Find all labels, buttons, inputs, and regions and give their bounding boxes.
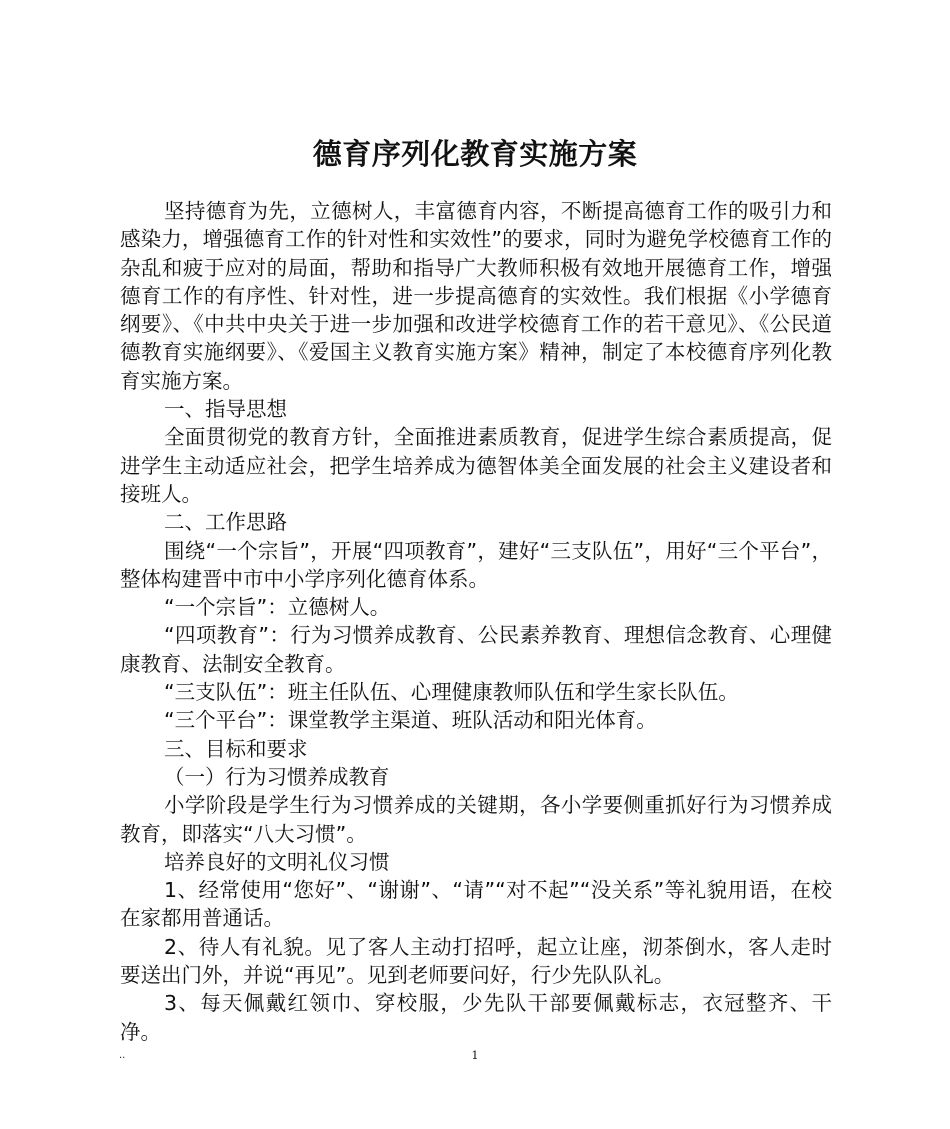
paragraph-work-approach: 围绕“一个宗旨”，开展“四项教育”，建好“三支队伍”，用好“三个平台”，整体构建晋中市中小学序列化德育体系。 bbox=[120, 538, 832, 591]
list-item-1: 1、经常使用“您好”、“谢谢”、“请”“对不起”“没关系”等礼貌用语，在校在家都用普通话。 bbox=[120, 878, 832, 931]
heading-guiding-ideology: 一、指导思想 bbox=[164, 397, 287, 422]
item-three-platforms: “三个平台”：课堂教学主渠道、班队活动和阳光体育。 bbox=[164, 708, 657, 733]
item-three-teams: “三支队伍”：班主任队伍、心理健康教师队伍和学生家长队伍。 bbox=[164, 680, 739, 705]
item-one-purpose: “一个宗旨”：立德树人。 bbox=[164, 595, 391, 620]
document-title: 德育序列化教育实施方案 bbox=[312, 137, 638, 171]
document-body bbox=[120, 197, 832, 1046]
item-four-educations: “四项教育”：行为习惯养成教育、公民素养教育、理想信念教育、心理健康教育、法制安全教育。 bbox=[120, 623, 832, 676]
footer-mark: .. bbox=[119, 1050, 126, 1061]
list-item-2: 2、待人有礼貌。见了客人主动打招呼，起立让座，沏茶倒水，客人走时要送出门外，并说“再见”。见到老师要问好，行少先队队礼。 bbox=[120, 934, 832, 988]
heading-work-approach: 二、工作思路 bbox=[164, 510, 287, 535]
paragraph-intro: 坚持德育为先，立德树人，丰富德育内容，不断提高德育工作的吸引力和感染力，增强德育工作的针对性和实效性”的要求，同时为避免学校德育工作的杂乱和疲于应对的局面，帮助和指导广大教师积极有效地开展德育工作，增强德育工作的有序性、针对性，进一步提高德育的实效性。我们根据《小学德育纲要》、《中共中央关于进一步加强和改进学校德育工作的若干意见》、《公民道德教育实施纲要》、《爱国主义教育实施方案》精神，制定了本校德育序列化教育实施方案。 bbox=[120, 199, 832, 393]
subheading-behavior-habits: （一）行为习惯养成教育 bbox=[164, 764, 390, 789]
subheading-etiquette-habits: 培养良好的文明礼仪习惯 bbox=[164, 849, 390, 874]
page-number: 1 bbox=[471, 1049, 479, 1062]
paragraph-behavior-habits: 小学阶段是学生行为习惯养成的关键期，各小学要侧重抓好行为习惯养成教育，即落实“八大习惯”。 bbox=[120, 793, 832, 846]
list-item-3: 3、每天佩戴红领巾、穿校服，少先队干部要佩戴标志，衣冠整齐、干净。 bbox=[120, 991, 832, 1044]
paragraph-guiding-ideology: 全面贯彻党的教育方针，全面推进素质教育，促进学生综合素质提高，促进学生主动适应社会，把学生培养成为德智体美全面发展的社会主义建设者和接班人。 bbox=[120, 425, 832, 506]
heading-goals-requirements: 三、目标和要求 bbox=[164, 736, 308, 761]
